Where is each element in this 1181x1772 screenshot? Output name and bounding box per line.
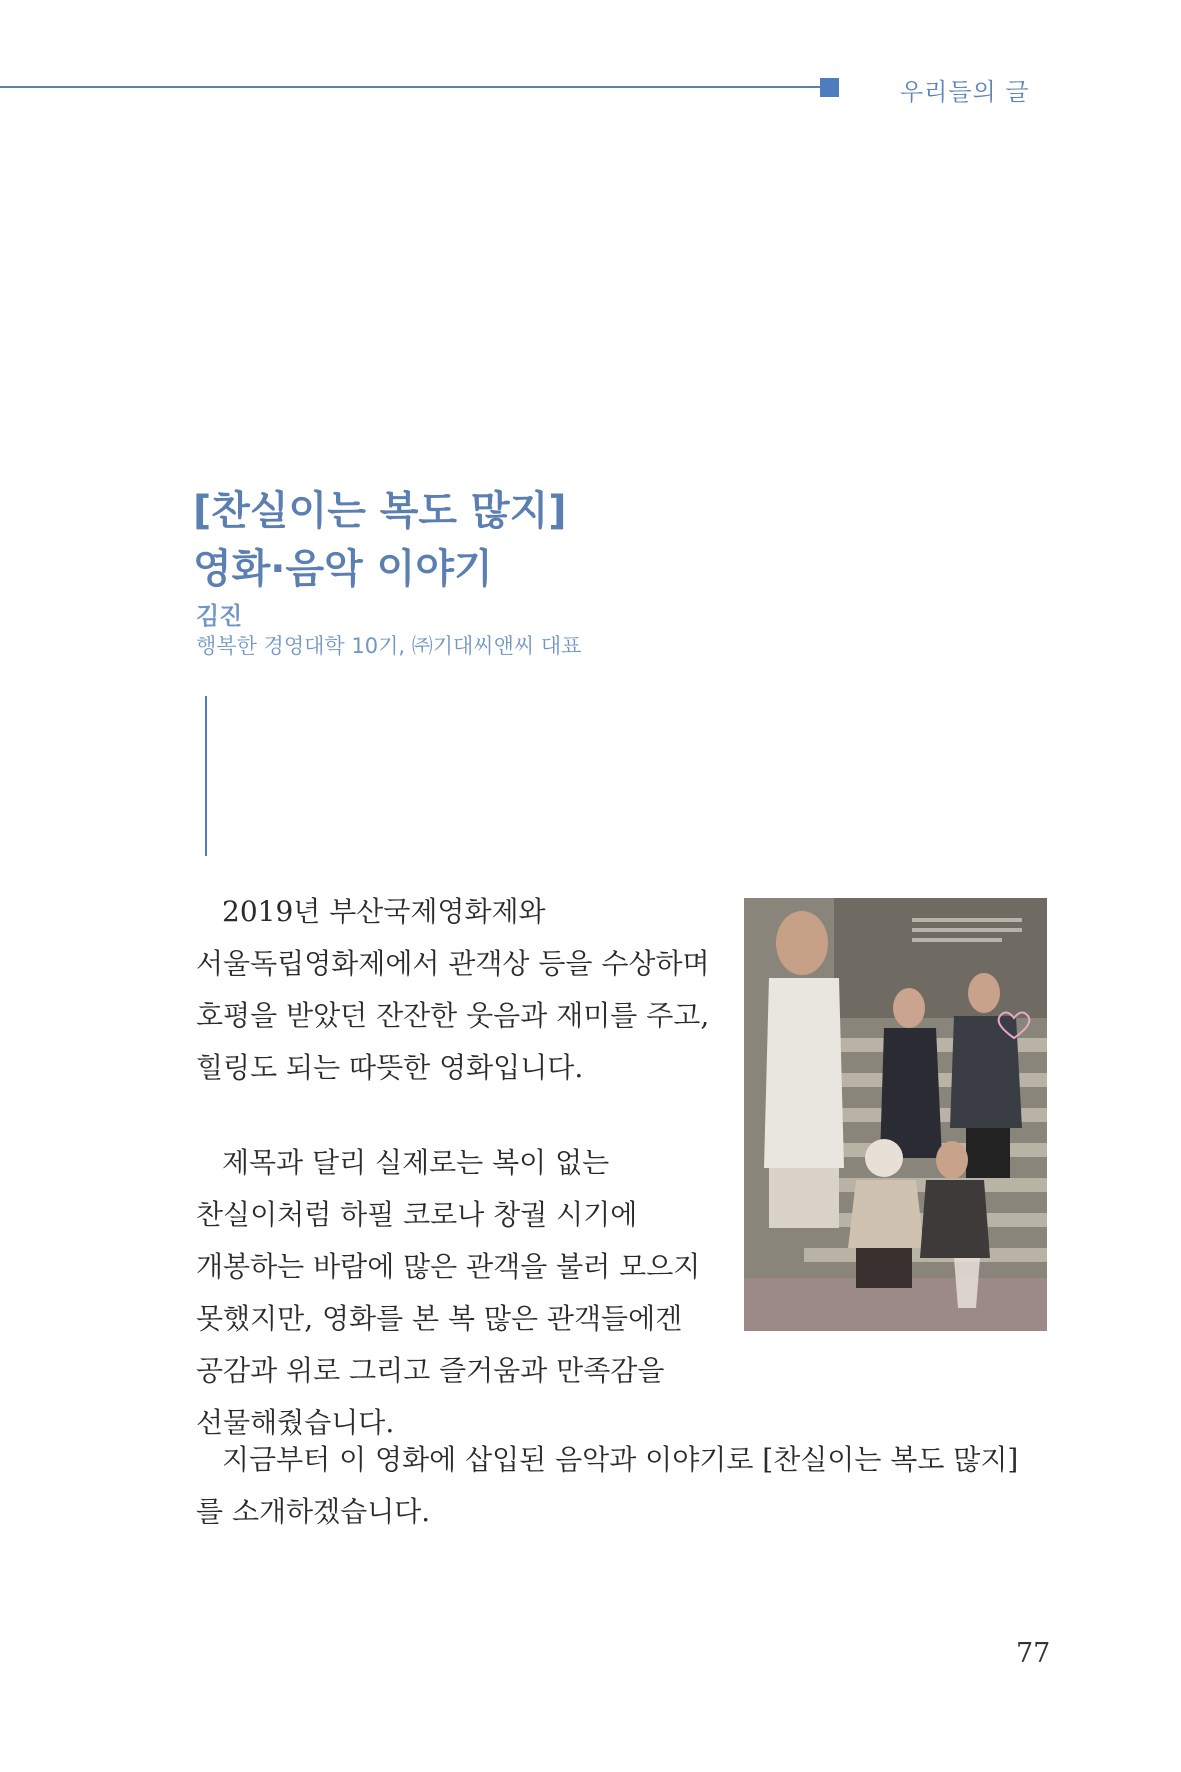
author-affiliation: 행복한 경영대학 10기, ㈜기대씨앤씨 대표 [196, 634, 582, 658]
header-square-marker [820, 78, 839, 97]
author-name: 김진 [196, 602, 243, 630]
article-title-line1: [찬실이는 복도 많지] [193, 488, 567, 534]
section-label: 우리들의 글 [900, 78, 1030, 106]
article-title-line2: 영화·음악 이야기 [193, 546, 493, 592]
paragraph-3: 지금부터 이 영화에 삽입된 음악과 이야기로 [찬실이는 복도 많지]를 소개하겠습니다. [196, 1443, 1019, 1528]
article-title [193, 482, 567, 598]
vertical-divider [205, 696, 207, 856]
header-rule [0, 86, 824, 88]
movie-poster-photo [744, 898, 1047, 1331]
paragraph-1: 2019년 부산국제영화제와 서울독립영화제에서 관객상 등을 수상하며 호평을 받았던 잔잔한 웃음과 재미를 주고, 힐링도 되는 따뜻한 영화입니다. [196, 895, 710, 1084]
page-number: 77 [1016, 1638, 1051, 1669]
paragraph-2: 제목과 달리 실제로는 복이 없는 찬실이처럼 하필 코로나 창궐 시기에 개봉하는 바람에 많은 관객을 불러 모으지 못했지만, 영화를 본 복 많은 관객들에겐 공감과 위로 그리고 즐거움과 만족감을 선물해줬습니다. [196, 1146, 701, 1439]
